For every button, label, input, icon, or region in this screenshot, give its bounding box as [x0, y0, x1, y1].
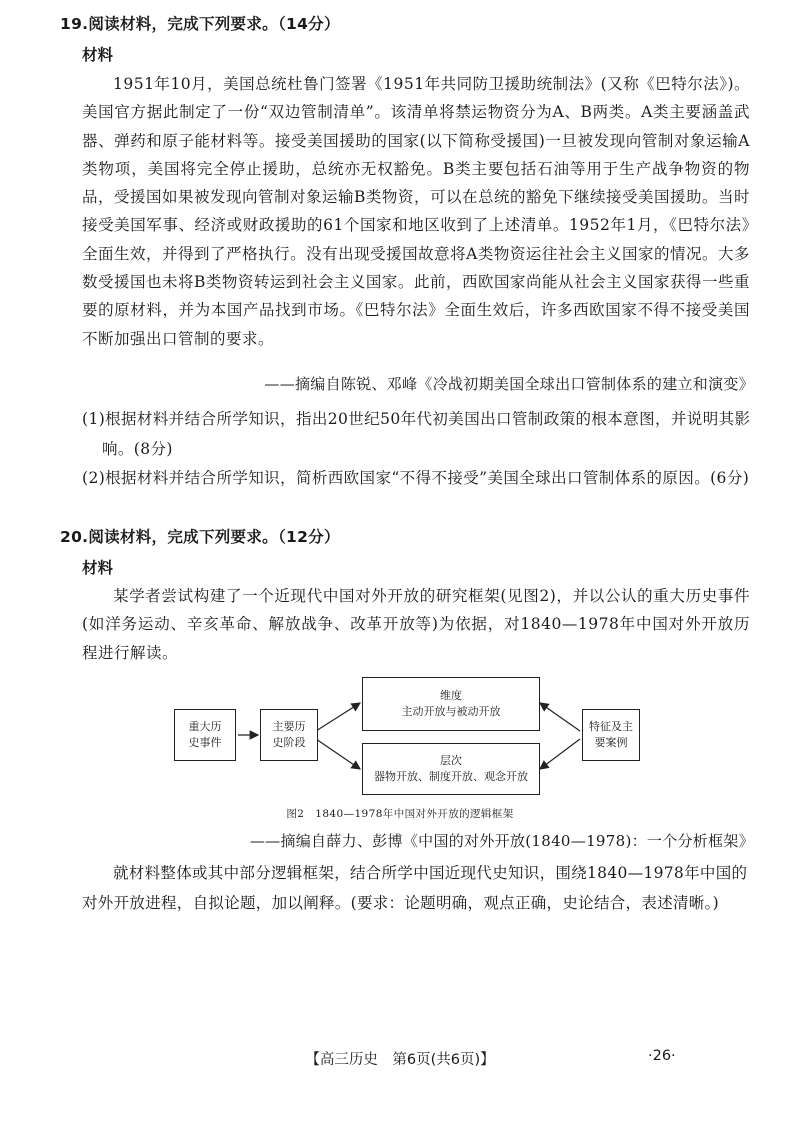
question-19-material-label: 材料 [82, 46, 114, 64]
question-19-sub-2: (2)根据材料并结合所学知识，简析西欧国家“不得不接受”美国全球出口管制体系的原因。(6分) [82, 469, 750, 487]
arrow-cases-to-dimension [540, 703, 580, 731]
box-dimension-title: 维度 [440, 689, 462, 702]
framework-diagram [170, 675, 640, 795]
box-major-events: 重大历 史事件 [174, 709, 236, 761]
box-historical-stages: 主要历 史阶段 [260, 709, 318, 761]
page-footer: 【高三历史 第6页(共6页)】 [305, 1052, 495, 1068]
arrow-stages-to-dimension [316, 703, 360, 731]
figure-caption: 图2 1840—1978年中国对外开放的逻辑框架 [286, 808, 514, 820]
question-19-source: ——摘编自陈锐、邓峰《冷战初期美国全球出口管制体系的建立和演变》 [264, 375, 754, 393]
box-level-body: 器物开放、制度开放、观念开放 [374, 770, 528, 783]
question-20-material-label: 材料 [82, 559, 114, 577]
box-dimension [362, 677, 540, 731]
question-20-material-text: 某学者尝试构建了一个近现代中国对外开放的研究框架(见图2)，并以公认的重大历史事件(如洋务运动、辛亥革命、解放战争、改革开放等)为依据，对1840—1978年中国对外开放历程进行解读。 [82, 587, 750, 662]
question-19-material-text: 1951年10月，美国总统杜鲁门签署《1951年共同防卫援助统制法》(又称《巴特尔法》)。美国官方据此制定了一份“双边管制清单”。该清单将禁运物资分为A、B两类。A类主要涵盖武器、弹药和原子能材料等。接受美国援助的国家(以下简称受援国)一旦被发现向管制对象运输A类物项，美国将完全停止援助，总统亦无权豁免。B类主要包括石油等用于生产战争物资的物品，受援国如果被发现向管制对象运输B类物资，可以在总统的豁免下继续接受美国援助。当时接受美国军事、经济或财政援助的61个国家和地区收到了上述清单。1952年1月，《巴特尔法》全面生效，并得到了严格执行。没有出现受援国故意将A类物资运往社会主义国家的情况。大多数受援国也未将B类物资转运到社会主义国家。此前，西欧国家尚能从社会主义国家获得一些重要的原材料，并为本国产品找到市场。《巴特尔法》全面生效后，许多西欧国家不得不接受美国不断加强出口管制的要求。 [82, 75, 750, 348]
question-19-title: 19.阅读材料，完成下列要求。（14分） [60, 15, 340, 33]
page-number-mark: ·26· [648, 1048, 676, 1064]
box-dimension-body: 主动开放与被动开放 [401, 705, 501, 718]
arrow-cases-to-level [540, 739, 580, 769]
question-20-source: ——摘编自薛力、彭博《中国的对外开放(1840—1978)：一个分析框架》 [249, 832, 754, 850]
arrow-stages-to-level [316, 739, 360, 769]
box-level-title: 层次 [440, 754, 462, 767]
box-features-cases: 特征及主 要案例 [582, 709, 640, 761]
question-20-title: 20.阅读材料，完成下列要求。（12分） [60, 528, 340, 546]
question-19-sub-1: (1)根据材料并结合所学知识，指出20世纪50年代初美国出口管制政策的根本意图，并说明其影响。(8分) [82, 410, 751, 458]
question-20-task: 就材料整体或其中部分逻辑框架，结合所学中国近现代史知识，围绕1840—1978年中国的对外开放进程，自拟论题，加以阐释。(要求：论题明确，观点正确，史论结合，表述清晰。) [82, 864, 748, 912]
box-level [362, 743, 540, 795]
